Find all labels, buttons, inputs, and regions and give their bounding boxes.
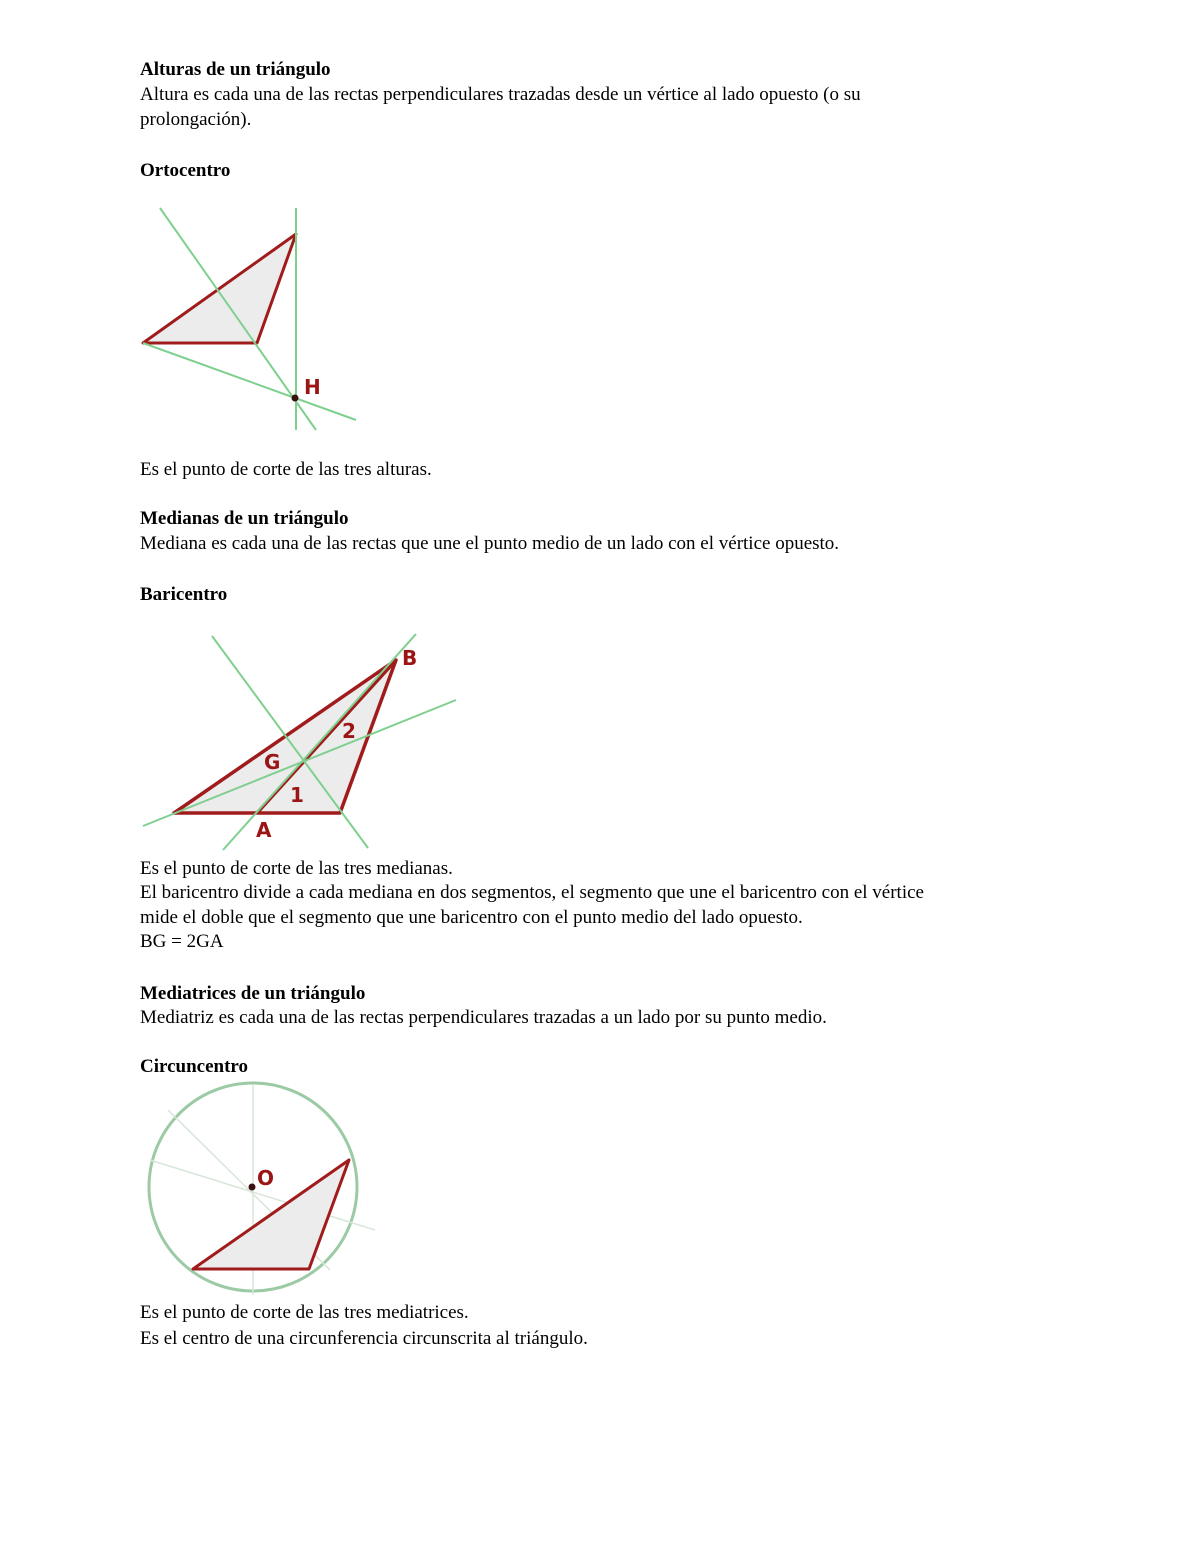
medianas-heading: Medianas de un triángulo (140, 508, 349, 529)
alturas-text-line1: Altura es cada una de las rectas perpendiculares trazadas desde un vértice al lado opuesto (o su (140, 84, 861, 105)
baricentro-label-g: G (264, 750, 281, 774)
ortocentro-heading: Ortocentro (140, 160, 231, 181)
circuncentro-text-line2: Es el centro de una circunferencia circunscrita al triángulo. (140, 1328, 588, 1349)
alturas-text-line2: prolongación). (140, 109, 252, 130)
ortocentro-label-h: H (304, 375, 321, 399)
baricentro-label-b: B (402, 646, 418, 670)
medianas-text-line1: Mediana es cada una de las rectas que une el punto medio de un lado con el vértice opuesto. (140, 533, 840, 554)
circuncentro-label-o: O (257, 1166, 275, 1190)
baricentro-text-line2: El baricentro divide a cada mediana en dos segmentos, el segmento que une el baricentro con el vértice (140, 882, 924, 903)
circuncentro-heading: Circuncentro (140, 1056, 249, 1077)
baricentro-label-2: 2 (342, 719, 356, 743)
baricentro-heading: Baricentro (140, 584, 228, 605)
circuncentro-point-o (249, 1184, 256, 1191)
baricentro-text-line1: Es el punto de corte de las tres medianas. (140, 858, 453, 879)
baricentro-text-line4: BG = 2GA (140, 931, 224, 952)
baricentro-text-line3: mide el doble que el segmento que une baricentro con el punto medio del lado opuesto. (140, 907, 803, 928)
mediatrices-text-line1: Mediatriz es cada una de las rectas perpendiculares trazadas a un lado por su punto medio. (140, 1007, 827, 1028)
alturas-heading: Alturas de un triángulo (140, 59, 331, 80)
circuncentro-text-line1: Es el punto de corte de las tres mediatrices. (140, 1302, 469, 1323)
baricentro-label-a: A (256, 818, 272, 842)
circuncentro-diagram (149, 1083, 375, 1295)
mediatrices-heading: Mediatrices de un triángulo (140, 983, 366, 1004)
ortocentro-caption: Es el punto de corte de las tres alturas. (140, 459, 432, 480)
baricentro-label-1: 1 (290, 783, 304, 807)
